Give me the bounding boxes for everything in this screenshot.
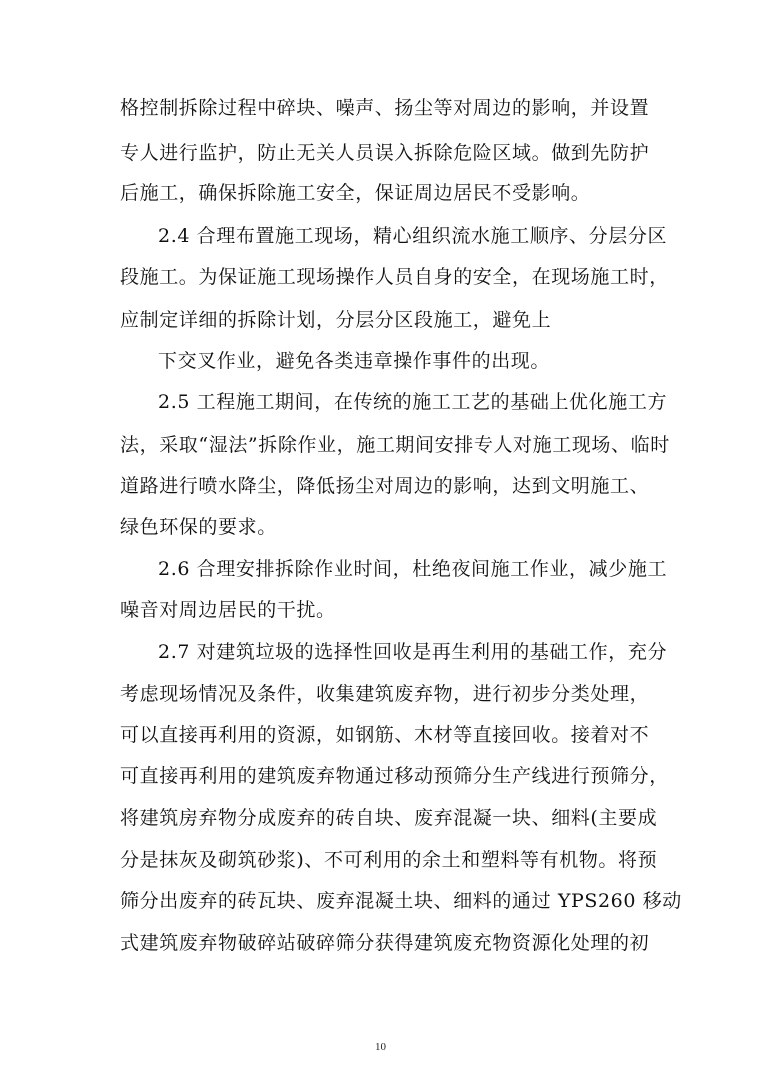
text-line-17: 可直接再利用的建筑废弃物通过移动预筛分生产线进行预筛分， (120, 765, 669, 787)
text-line-14: 2.7 对建筑垃圾的选择性回收是再生利用的基础工作，充分 (158, 641, 668, 663)
text-line-20: 筛分出废弃的砖瓦块、废弃混凝土块、细料的通过 YPS260 移动 (120, 890, 682, 912)
text-line-19: 分是抹灰及砌筑砂浆)、不可利用的余土和塑料等有机物。将预 (120, 849, 658, 871)
text-line-11: 绿色环保的要求。 (120, 516, 277, 538)
text-line-13: 噪音对周边居民的干扰。 (120, 599, 336, 621)
text-line-7: 下交叉作业，避免各类违章操作事件的出现。 (158, 350, 551, 372)
text-line-1: 格控制拆除过程中碎块、噪声、扬尘等对周边的影响，并设置 (120, 97, 650, 119)
text-line-8: 2.5 工程施工期间，在传统的施工工艺的基础上优化施工方 (158, 391, 668, 413)
text-line-4: 2.4 合理布置施工现场，精心组织流水施工顺序、分层分区 (158, 225, 668, 247)
text-line-3: 后施工，确保拆除施工安全，保证周边居民不受影响。 (120, 182, 591, 204)
text-line-6: 应制定详细的拆除计划，分层分区段施工，避免上 (120, 309, 552, 331)
text-line-2: 专人进行监护，防止无关人员误入拆除危险区域。做到先防护 (120, 142, 650, 164)
text-line-9: 法，采取“湿法”拆除作业，施工期间安排专人对施工现场、临时 (120, 434, 670, 456)
text-line-16: 可以直接再利用的资源，如钢筋、木材等直接回收。接着对不 (120, 724, 650, 746)
text-line-21: 式建筑废弃物破碎站破碎筛分获得建筑废充物资源化处理的初 (120, 932, 650, 954)
text-line-15: 考虑现场情况及条件，收集建筑废弃物，进行初步分类处理， (120, 683, 650, 705)
text-line-5: 段施工。为保证施工现场操作人员自身的安全，在现场施工时， (120, 266, 669, 288)
page-number: 10 (375, 1041, 386, 1053)
text-line-10: 道路进行喷水降尘，降低扬尘对周边的影响，达到文明施工、 (120, 475, 650, 497)
text-line-18: 将建筑房弃物分成废弃的砖自块、废弃混凝一块、细料(主要成 (120, 807, 658, 829)
text-line-12: 2.6 合理安排拆除作业时间，杜绝夜间施工作业，减少施工 (158, 558, 668, 580)
